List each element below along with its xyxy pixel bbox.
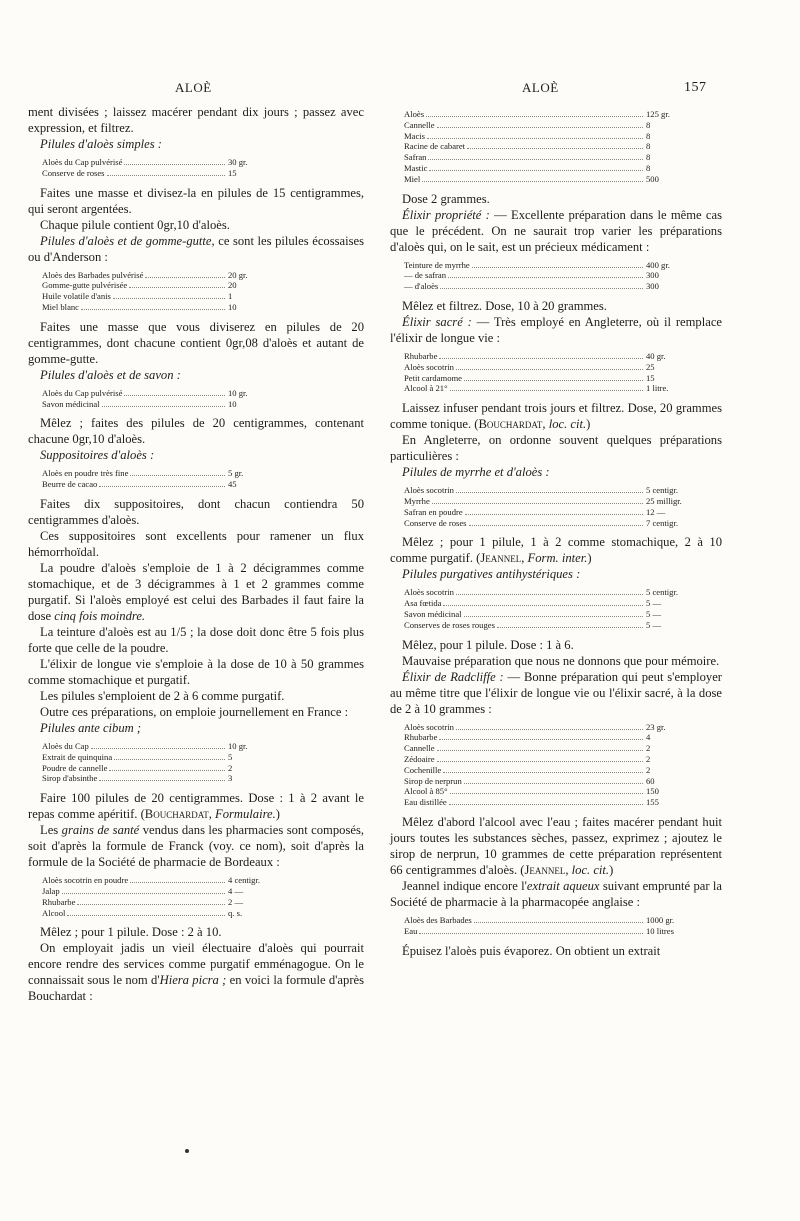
recipe-row — [42, 280, 270, 291]
ingredient-quantity: 10 — [228, 398, 237, 409]
leader-dots — [62, 893, 225, 894]
recipe-list — [404, 587, 688, 630]
leader-dots — [130, 882, 225, 883]
recipe-list — [404, 351, 688, 394]
leader-dots — [464, 783, 643, 784]
leader-dots — [145, 277, 225, 278]
recipe-row — [404, 754, 688, 765]
leader-dots — [456, 729, 643, 730]
recipe-row — [42, 270, 270, 281]
text: ) — [609, 862, 614, 877]
ingredient-name: Beurre de cacao — [42, 479, 98, 490]
running-head-left: ALOÈ — [175, 80, 212, 95]
paragraph: Mêlez ; faites des pilules de 20 centigrammes, contenant chacune 0gr,10 d'aloès. — [28, 416, 364, 447]
emphasis: grains de santé — [61, 823, 140, 838]
leader-dots — [467, 148, 643, 149]
text: Faire 100 pilules de 20 centigrammes. Dose : 1 à 2 avant le repas comme apéritif. ( — [28, 791, 364, 822]
leader-dots — [437, 127, 643, 128]
recipe-row — [404, 786, 688, 797]
section-heading: Pilules d'aloès simples : — [40, 137, 162, 151]
author-name: Jeannel, — [480, 551, 525, 566]
ingredient-name: Aloès du Cap pulvérisé — [42, 387, 123, 398]
right-column — [390, 104, 722, 959]
leader-dots — [456, 594, 643, 595]
ingredient-name: Aloès socotrin — [404, 361, 454, 372]
leader-dots — [474, 922, 643, 923]
text: suivant emprunté par la Société de pharmacie à la pharmacopée anglaise : — [390, 878, 722, 909]
recipe-row — [42, 388, 270, 399]
leader-dots — [469, 525, 643, 526]
ingredient-name: Zédoaire — [404, 753, 435, 764]
ingredient-quantity: 40 gr. — [646, 350, 666, 361]
leader-dots — [67, 915, 225, 916]
ingredient-name: Conserves de roses rouges — [404, 619, 495, 630]
paragraph — [390, 207, 722, 255]
paragraph: ment divisées ; laissez macérer pendant dix jours ; passez avec expression, et filtrez. — [28, 105, 364, 135]
ingredient-name: Petit cardamome — [404, 372, 462, 383]
paragraph — [390, 669, 722, 717]
emphasis: Formulaire. — [211, 807, 276, 822]
ingredient-name: Aloès en poudre très fine — [42, 468, 129, 479]
ingredient-quantity: 15 — [228, 167, 237, 178]
paragraph — [28, 790, 364, 822]
ingredient-quantity: 30 gr. — [228, 157, 248, 167]
section-heading: Élixir sacré : — [402, 314, 472, 329]
ingredient-name: Conserve de roses — [42, 167, 105, 178]
recipe-list — [404, 109, 688, 185]
ingredient-name: Gomme-gutte pulvérisée — [42, 280, 128, 291]
leader-dots — [450, 793, 643, 794]
ingredient-name: Rhubarbe — [404, 732, 438, 743]
ingredient-quantity: 20 gr. — [228, 269, 248, 280]
ingredient-quantity: 45 — [228, 479, 237, 490]
ingredient-quantity: 25 — [646, 361, 655, 372]
text: vendus dans les pharmacies sont composés, soit d'après la formule de Franck (voy. ce nom), soit d'après la formule de la Société de pharmacie de Bordeaux : — [28, 823, 364, 870]
paragraph: En Angleterre, on ordonne souvent quelques préparations particulières : — [390, 433, 722, 464]
ingredient-name: Aloès des Barbades — [404, 914, 472, 925]
text: en voici la formule d'après Bouchardat : — [28, 973, 364, 1004]
leader-dots — [456, 369, 643, 370]
recipe-row — [404, 131, 688, 142]
leader-dots — [456, 492, 643, 493]
paragraph: Ces suppositoires sont excellents pour ramener un flux hémorrhoïdal. — [28, 528, 364, 559]
ingredient-name: Aloès — [404, 109, 425, 119]
emphasis: loc. cit. — [545, 417, 587, 432]
paragraph: Les pilules s'emploient de 2 à 6 comme purgatif. — [40, 688, 285, 703]
ingredient-quantity: 2 — — [228, 896, 244, 907]
leader-dots — [129, 287, 225, 288]
ingredient-quantity: 4 centigr. — [228, 875, 260, 886]
ingredient-name: Rhubarbe — [42, 896, 76, 907]
leader-dots — [427, 138, 643, 139]
recipe-row — [404, 270, 688, 281]
ingredient-name: — d'aloès — [404, 281, 439, 292]
ingredient-quantity: 5 centigr. — [646, 485, 678, 496]
ingredient-name: Extrait de quinquina — [42, 751, 113, 762]
ingredient-name: Aloès socotrin — [404, 587, 454, 598]
recipe-row — [404, 109, 688, 120]
ingredient-name: Eau distillée — [404, 797, 447, 808]
ingredient-name: Cannelle — [404, 743, 435, 754]
recipe-list — [42, 468, 270, 490]
ingredient-name: Miel blanc — [42, 301, 79, 312]
leader-dots — [99, 780, 225, 781]
text: Mêlez ; pour 1 pilule, 1 à 2 comme stomachique, 2 à 10 comme purgatif. ( — [390, 535, 722, 566]
ingredient-quantity: 300 — [646, 281, 659, 292]
leader-dots — [439, 358, 643, 359]
text: — Très employé en Angleterre, où il remplace l'élixir de longue vie : — [390, 314, 722, 345]
ingredient-quantity: 400 gr. — [646, 259, 670, 270]
recipe-row — [404, 351, 688, 362]
recipe-row — [42, 763, 270, 774]
leader-dots — [113, 298, 225, 299]
ingredient-quantity: 2 — [646, 743, 651, 754]
leader-dots — [465, 514, 643, 515]
ingredient-name: Conserve de roses — [404, 517, 467, 528]
ingredient-name: Savon médicinal — [42, 398, 100, 409]
ingredient-name: Huile volatile d'anis — [42, 291, 111, 302]
paragraph — [390, 814, 722, 878]
leader-dots — [464, 616, 643, 617]
ingredient-quantity: 1 — [228, 291, 233, 302]
ingredient-quantity: 5 — — [646, 598, 662, 609]
emphasis: cinq fois moindre. — [54, 608, 146, 623]
paragraph: Mêlez ; pour 1 pilule. Dose : 2 à 10. — [40, 925, 222, 940]
ingredient-name: Jalap — [42, 885, 60, 896]
leader-dots — [464, 380, 643, 381]
leader-dots — [439, 739, 643, 740]
recipe-row — [404, 743, 688, 754]
ingredient-quantity: 4 — [646, 732, 651, 743]
paragraph: Mêlez et filtrez. Dose, 10 à 20 grammes. — [402, 298, 607, 313]
recipe-list — [404, 915, 688, 937]
emphasis: Hiera picra ; — [159, 973, 227, 988]
recipe-list — [42, 875, 270, 918]
ingredient-quantity: 20 — [228, 280, 237, 291]
recipe-row — [404, 174, 688, 185]
ingredient-name: Poudre de cannelle — [42, 762, 108, 773]
ingredient-quantity: 300 — [646, 270, 659, 281]
leader-dots — [443, 605, 643, 606]
paragraph — [28, 233, 364, 265]
recipe-row — [404, 141, 688, 152]
leader-dots — [440, 288, 643, 289]
ingredient-name: Safran — [404, 152, 427, 163]
ingredient-name: Alcool à 85° — [404, 786, 448, 797]
recipe-row — [404, 722, 688, 733]
section-heading: Pilules de myrrhe et d'aloès : — [402, 465, 550, 480]
ingredient-name: Aloès socotrin — [404, 721, 454, 732]
text: Les — [40, 823, 62, 838]
section-heading: Élixir propriété : — [402, 207, 490, 222]
ingredient-name: Miel — [404, 173, 421, 184]
ingredient-quantity: 8 — [646, 152, 651, 163]
ingredient-quantity: 8 — [646, 141, 651, 152]
ingredient-quantity: 2 — [228, 762, 233, 773]
author-name: Bouchardat, — [144, 807, 212, 822]
text: La poudre d'aloès s'emploie de 1 à 2 décigrammes comme stomachique, et de 3 décigrammes à 1 et 2 grammes comme purgatif. Si l'aloès employé est celui des Barbades il faut faire la dose — [28, 560, 364, 623]
text: — Bonne préparation qui peut s'employer au même titre que l'élixir de longue vie ou l'élixir sacré, à la dose de 2 à 10 grammes : — [390, 669, 723, 716]
recipe-row — [42, 897, 270, 908]
ingredient-name: Sirop de nerprun — [404, 775, 462, 786]
leader-dots — [428, 159, 643, 160]
leader-dots — [99, 486, 225, 487]
leader-dots — [437, 761, 643, 762]
ingredient-quantity: 5 centigr. — [646, 587, 678, 598]
leader-dots — [124, 395, 225, 396]
leader-dots — [426, 116, 643, 117]
ingredient-quantity: 25 milligr. — [646, 495, 682, 506]
recipe-row — [404, 362, 688, 373]
ingredient-name: Sirop d'absinthe — [42, 773, 98, 784]
recipe-row — [404, 732, 688, 743]
paragraph: Dose 2 grammes. — [402, 191, 490, 206]
recipe-row — [404, 926, 688, 937]
ingredient-quantity: 7 centigr. — [646, 517, 678, 528]
ingredient-quantity: 150 — [646, 786, 659, 797]
paragraph — [28, 940, 364, 1004]
paragraph: Faites une masse que vous diviserez en pilules de 20 centigrammes, dont chacune contient 0gr,08 d'aloès et autant de gomme-gutte. — [28, 319, 364, 366]
recipe-row — [404, 507, 688, 518]
running-head-right: ALOÈ — [522, 80, 559, 95]
ingredient-name: Aloès du Cap — [42, 740, 89, 751]
text: — Excellente préparation dans le même cas que le précédent. On ne saurait trop varier les préparations d'aloès qui, on le sait, est un précieux médicament : — [390, 207, 722, 254]
ingredient-name: Macis — [404, 130, 426, 141]
paragraph — [28, 560, 364, 624]
ingredient-quantity: 10 — [228, 301, 237, 312]
recipe-row — [404, 120, 688, 131]
text: Jeannel indique encore l' — [402, 878, 527, 893]
recipe-row — [42, 157, 270, 168]
leader-dots — [77, 904, 225, 905]
leader-dots — [443, 772, 643, 773]
section-heading: Suppositoires d'aloès : — [40, 448, 155, 463]
ingredient-name: Asa fœtida — [404, 598, 442, 609]
recipe-row — [404, 152, 688, 163]
leader-dots — [124, 164, 225, 165]
recipe-row — [42, 168, 270, 179]
leader-dots — [422, 181, 643, 182]
author-name: Jeannel, — [524, 862, 569, 877]
recipe-list — [404, 260, 688, 292]
ingredient-quantity: 1 litre. — [646, 383, 669, 394]
ingredient-quantity: 12 — — [646, 506, 666, 517]
ingredient-quantity: 8 — [646, 119, 651, 130]
ingredient-name: Alcool — [42, 907, 66, 918]
paragraph: Mauvaise préparation que nous ne donnons que pour mémoire. — [402, 653, 720, 668]
recipe-row — [42, 752, 270, 763]
leader-dots — [448, 277, 643, 278]
leader-dots — [497, 627, 643, 628]
leader-dots — [472, 267, 643, 268]
recipe-row — [404, 518, 688, 529]
ingredient-name: Cochenille — [404, 764, 442, 775]
paragraph — [390, 314, 722, 346]
section-heading: Élixir de Radcliffe : — [402, 669, 504, 684]
ingredient-quantity: 5 — — [646, 619, 662, 630]
ingredient-quantity: 10 gr. — [228, 387, 248, 398]
ingredient-quantity: 2 — [646, 753, 651, 764]
leader-dots — [114, 759, 225, 760]
paragraph: Outre ces préparations, on emploie journellement en France : — [40, 704, 349, 719]
ingredient-quantity: 8 — [646, 130, 651, 141]
leader-dots — [450, 390, 643, 391]
paragraph: Chaque pilule contient 0gr,10 d'aloès. — [40, 217, 230, 232]
leader-dots — [449, 804, 643, 805]
ingredient-quantity: 3 — [228, 773, 233, 784]
ingredient-quantity: 10 litres — [646, 925, 674, 936]
leader-dots — [419, 933, 643, 934]
text: ce sont les pilules écossaises ou d'Anderson : — [28, 233, 364, 264]
ingredient-name: Cannelle — [404, 119, 435, 130]
paragraph — [390, 878, 722, 910]
recipe-row — [42, 773, 270, 784]
paragraph: La teinture d'aloès est au 1/5 ; la dose doit donc être 5 fois plus forte que celle de la poudre. — [28, 624, 364, 655]
recipe-row — [42, 875, 270, 886]
recipe-row — [404, 373, 688, 384]
ingredient-name: Safran en poudre — [404, 506, 463, 517]
ingredient-name: Alcool à 21° — [404, 383, 448, 394]
paragraph — [28, 822, 364, 870]
ingredient-quantity: 23 gr. — [646, 721, 666, 732]
recipe-row — [42, 886, 270, 897]
recipe-row — [404, 383, 688, 394]
paragraph: Mêlez, pour 1 pilule. Dose : 1 à 6. — [402, 637, 574, 652]
ingredient-quantity: 155 — [646, 797, 659, 808]
recipe-row — [404, 797, 688, 808]
ingredient-quantity: 500 — [646, 173, 659, 184]
emphasis: Form. inter. — [524, 551, 588, 566]
recipe-row — [42, 399, 270, 410]
section-heading: Pilules d'aloès et de gomme-gutte, — [40, 233, 215, 248]
recipe-list — [42, 741, 270, 784]
recipe-row — [404, 281, 688, 292]
recipe-row — [404, 260, 688, 271]
recipe-row — [404, 609, 688, 620]
recipe-row — [404, 765, 688, 776]
leader-dots — [429, 170, 643, 171]
recipe-list — [404, 485, 688, 528]
paragraph — [390, 534, 722, 566]
paragraph: Épuisez l'aloès puis évaporez. On obtient un extrait — [402, 943, 661, 958]
ingredient-quantity: q. s. — [228, 907, 243, 918]
paragraph: L'élixir de longue vie s'emploie à la dose de 10 à 50 grammes comme stomachique et purgatif. — [28, 656, 364, 687]
recipe-row — [42, 302, 270, 313]
ingredient-name: Rhubarbe — [404, 350, 438, 361]
left-column — [28, 104, 364, 1004]
ingredient-quantity: 15 — [646, 372, 655, 383]
ingredient-name: Eau — [404, 925, 418, 936]
page-speck — [185, 1149, 189, 1153]
recipe-row — [42, 468, 270, 479]
leader-dots — [102, 406, 225, 407]
recipe-row — [404, 496, 688, 507]
ingredient-quantity: 2 — [646, 764, 651, 775]
recipe-list — [42, 270, 270, 313]
recipe-row — [42, 741, 270, 752]
recipe-row — [404, 587, 688, 598]
ingredient-name: Racine de cabaret — [404, 141, 466, 152]
section-heading: Pilules ante cibum ; — [40, 720, 142, 735]
ingredient-quantity: 60 — [646, 775, 655, 786]
section-heading: Pilules d'aloès et de savon : — [40, 367, 181, 382]
ingredient-name: Mastic — [404, 162, 428, 173]
emphasis: extrait aqueux — [526, 878, 600, 893]
leader-dots — [109, 770, 225, 771]
text: ) — [275, 807, 280, 822]
leader-dots — [107, 175, 225, 176]
leader-dots — [432, 503, 643, 504]
recipe-row — [42, 908, 270, 919]
text: ) — [587, 551, 592, 566]
ingredient-name: — de safran — [404, 270, 446, 281]
section-heading: Pilules purgatives antihystériques : — [402, 567, 581, 582]
ingredient-quantity: 1000 gr. — [646, 914, 675, 925]
leader-dots — [81, 309, 225, 310]
ingredient-name: Myrrhe — [404, 495, 430, 506]
recipe-row — [42, 479, 270, 490]
ingredient-quantity: 5 — — [646, 608, 662, 619]
paragraph: Faites dix suppositoires, dont chacun contiendra 50 centigrammes d'aloès. — [28, 496, 364, 527]
recipe-row — [404, 485, 688, 496]
ingredient-quantity: 5 — [228, 751, 233, 762]
ingredient-name: Aloès socotrin — [404, 485, 454, 496]
recipe-row — [404, 598, 688, 609]
page-number: 157 — [684, 80, 707, 95]
recipe-row — [404, 776, 688, 787]
ingredient-quantity: 5 gr. — [228, 468, 244, 479]
paragraph: Faites une masse et divisez-la en pilules de 15 centigrammes, qui seront argentées. — [28, 185, 364, 216]
ingredient-name: Aloès socotrin en poudre — [42, 875, 129, 886]
recipe-list — [42, 157, 270, 179]
emphasis: loc. cit. — [568, 862, 610, 877]
recipe-list — [404, 722, 688, 808]
text: Laissez infuser pendant trois jours et filtrez. Dose, 20 grammes comme tonique. ( — [390, 401, 722, 432]
paragraph — [390, 400, 722, 432]
ingredient-quantity: 125 gr. — [646, 109, 670, 119]
ingredient-quantity: 10 gr. — [228, 740, 248, 751]
ingredient-quantity: 4 — — [228, 885, 244, 896]
leader-dots — [91, 748, 225, 749]
leader-dots — [130, 475, 225, 476]
text: Mêlez d'abord l'alcool avec l'eau ; faites macérer pendant huit jours toutes les substances sèches, passez, exprimez ; ajoutez le sirop de nerprun, 10 grammes de cette préparation représentent 66 centigrammes d'aloès. ( — [390, 814, 722, 877]
text: On employait jadis un vieil électuaire d'aloès qui pourrait encore rendre des services comme purgatif emménagogue. On le connaissait sous le nom d' — [28, 941, 364, 988]
text: ) — [586, 417, 591, 432]
recipe-row — [42, 291, 270, 302]
ingredient-name: Savon médicinal — [404, 608, 462, 619]
author-name: Bouchardat, — [478, 417, 546, 432]
recipe-row — [404, 915, 688, 926]
ingredient-name: Aloès du Cap pulvérisé — [42, 157, 123, 167]
ingredient-quantity: 8 — [646, 162, 651, 173]
ingredient-name: Aloès des Barbades pulvérisé — [42, 269, 144, 280]
recipe-row — [404, 620, 688, 631]
recipe-row — [404, 163, 688, 174]
recipe-list — [42, 388, 270, 410]
leader-dots — [437, 750, 643, 751]
ingredient-name: Teinture de myrrhe — [404, 259, 470, 270]
